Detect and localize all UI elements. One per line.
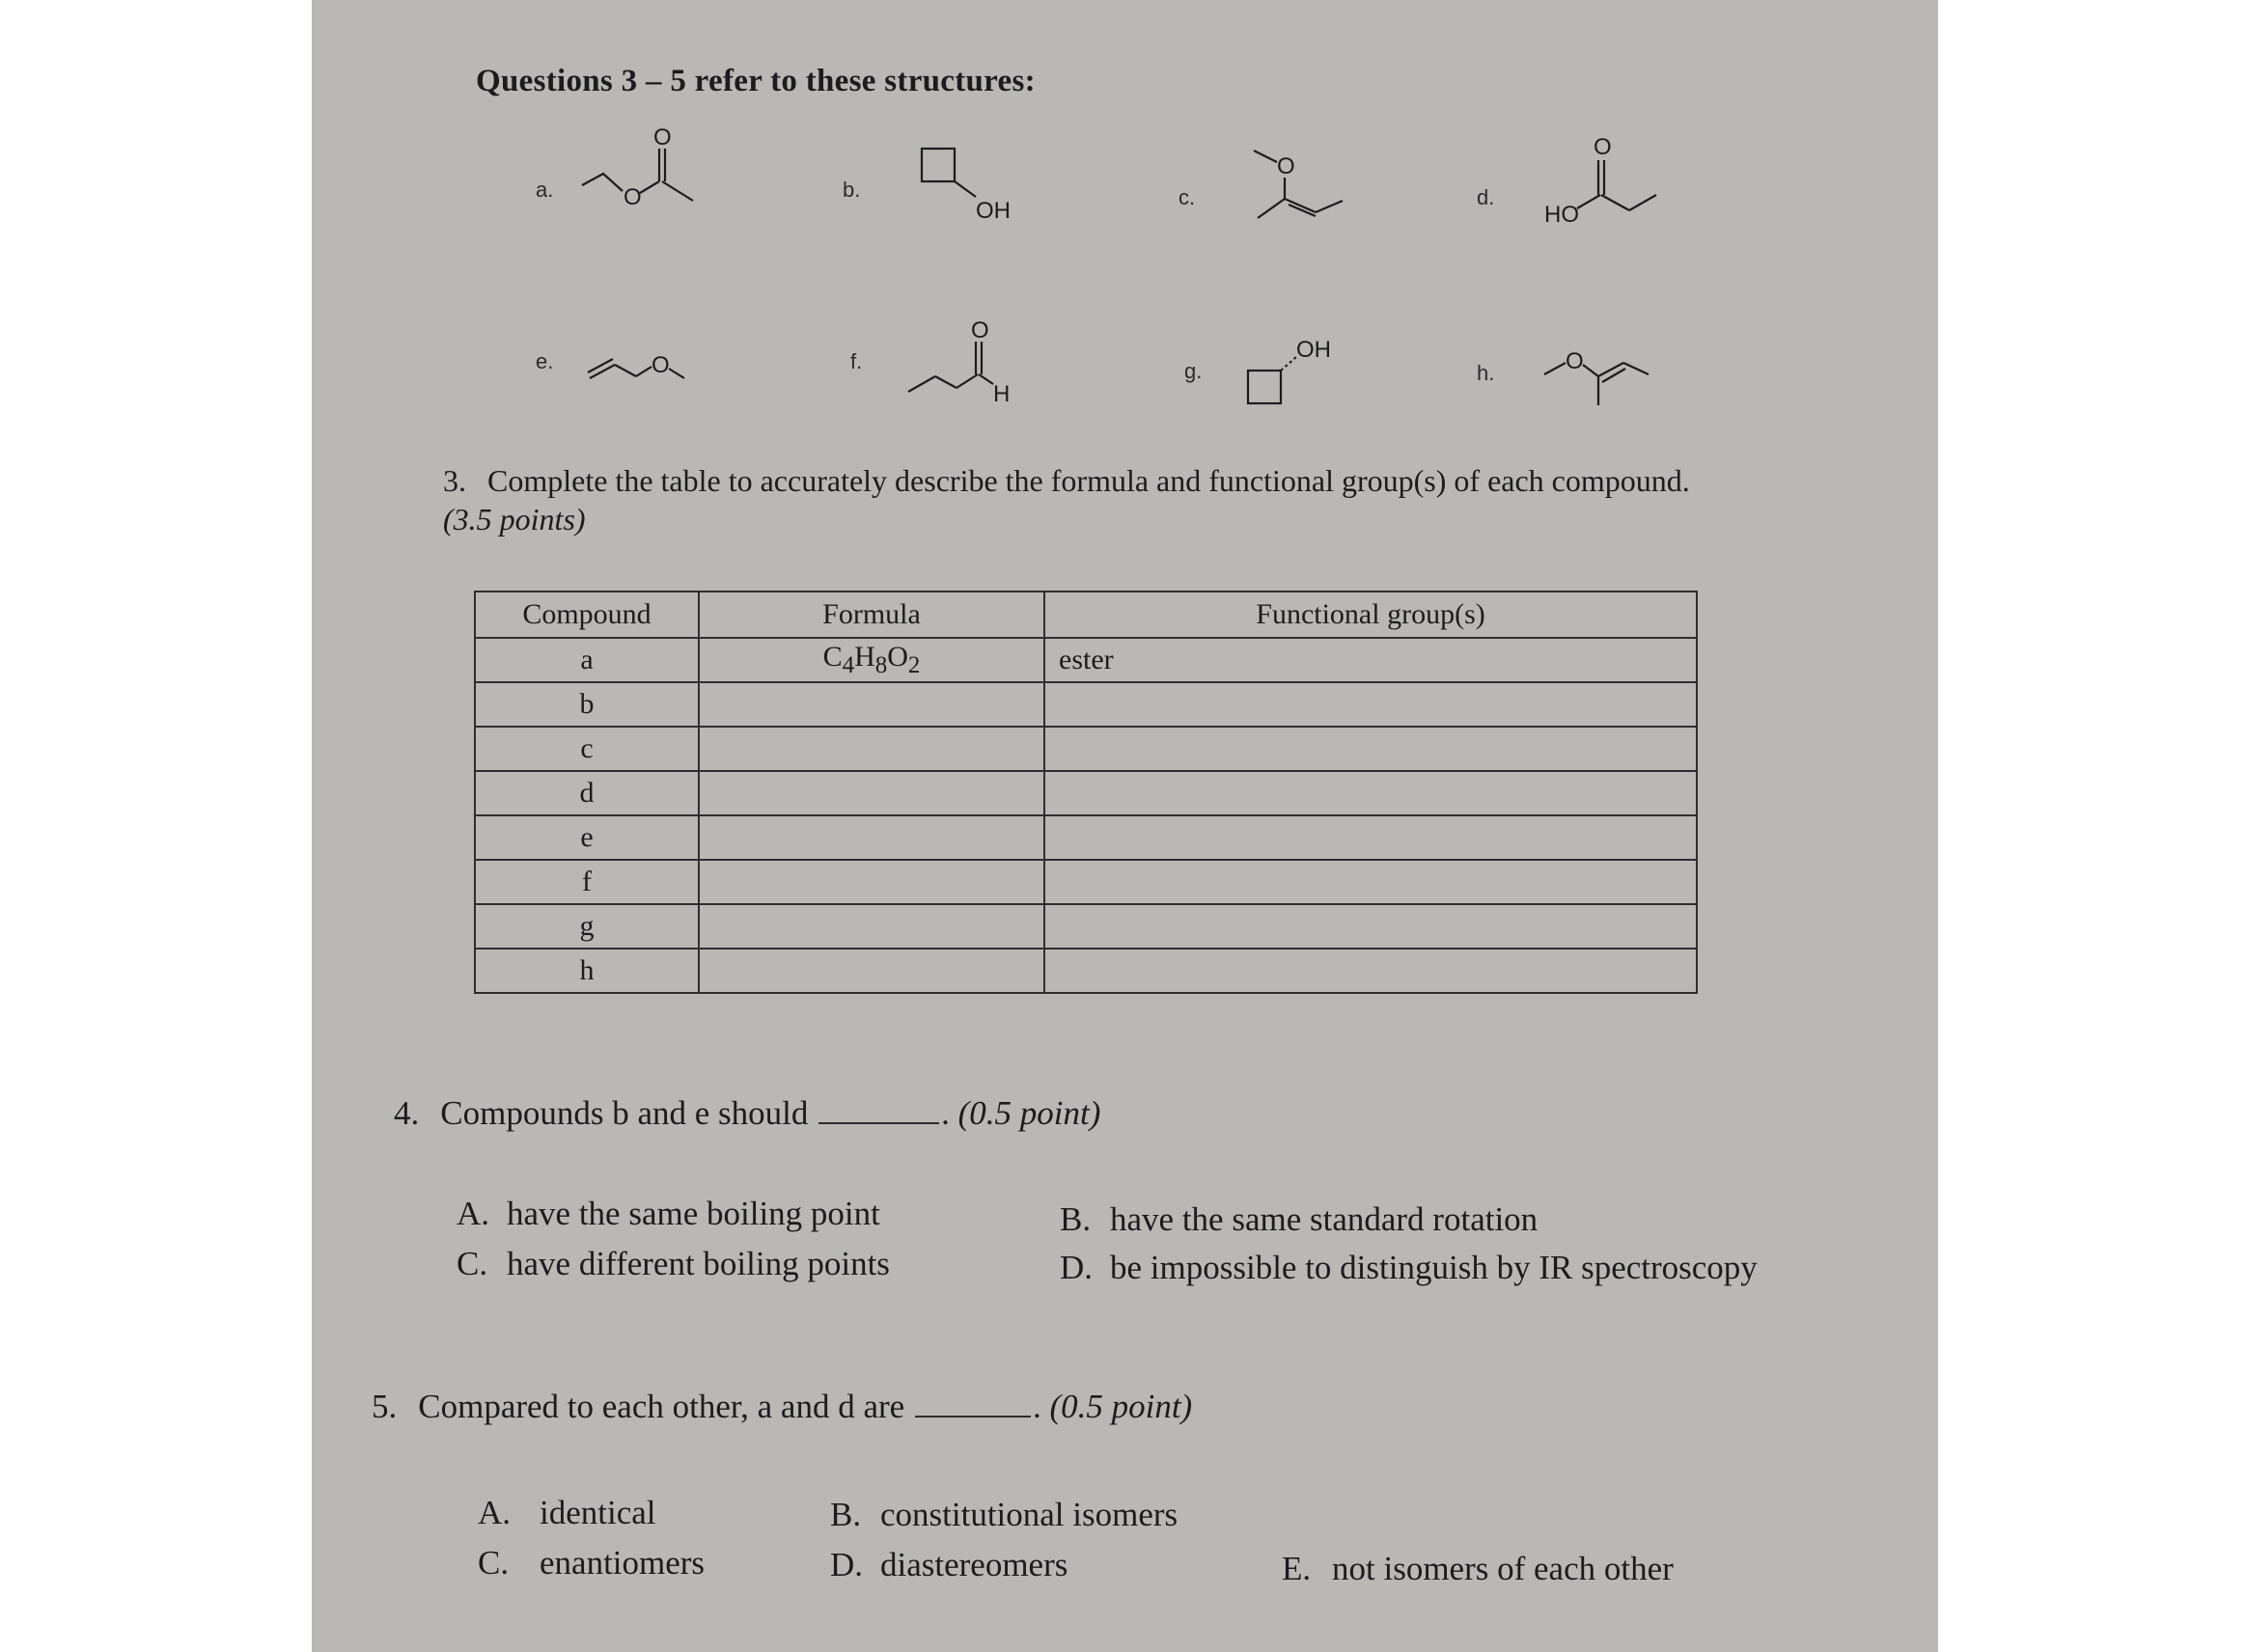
structure-a-carbonyl-oxygen: O [653,124,672,151]
q5-option-d-letter: D. [830,1546,864,1583]
compound-cell: g [475,904,699,949]
table-row [475,727,1697,771]
question-5-answer-blank[interactable] [915,1416,1031,1418]
q5-option-b[interactable] [830,1496,1178,1534]
table-row [475,682,1697,727]
question-4-answer-blank[interactable] [818,1122,939,1124]
functional-group-cell[interactable] [1044,949,1697,993]
table-row [475,815,1697,860]
compound-cell: e [475,815,699,860]
q4-option-d-letter: D. [1060,1249,1094,1286]
structure-b-hydroxyl: OH [976,198,1011,224]
question-5-stem: Compared to each other, a and d are [418,1388,905,1425]
functional-group-cell[interactable] [1044,727,1697,771]
structure-d-hydroxyl: HO [1544,202,1579,228]
question-5-tail: . [1032,1388,1041,1425]
functional-group-cell[interactable] [1044,860,1697,904]
structure-h-oxygen: O [1566,348,1584,374]
structure-a-oxygen: O [624,184,642,210]
structure-b-label: b. [843,178,861,202]
table-row [475,949,1697,993]
structure-e [524,309,736,425]
q4-option-a-letter: A. [457,1195,490,1232]
q5-option-c[interactable] [478,1544,705,1583]
q4-option-b[interactable] [1060,1200,1538,1239]
formula-cell[interactable] [699,860,1044,904]
structure-a [524,116,736,232]
structure-d [1465,116,1678,232]
formula-cell[interactable]: $C_4H_8O_2$ [699,638,1044,682]
functional-group-cell[interactable]: ester [1044,638,1697,682]
header-formula: Formula [699,592,1044,638]
worksheet-page [312,0,1938,1652]
q5-option-e-text: not isomers of each other [1332,1550,1674,1587]
q5-option-d[interactable] [830,1546,1068,1584]
q5-option-b-text: constitutional isomers [880,1496,1178,1533]
structure-c [1171,116,1383,232]
q5-option-e[interactable] [1282,1550,1674,1588]
structure-e-oxygen: O [652,352,670,378]
question-4-points: (0.5 point) [957,1094,1101,1132]
header-functional-groups: Functional group(s) [1044,592,1697,638]
structure-b [833,116,1045,232]
table-row [475,638,1697,682]
q5-option-a-text: identical [540,1494,656,1531]
structure-d-carbonyl-oxygen: O [1594,134,1612,160]
question-3-text: Complete the table to accurately describe the formula and functional group(s) of each compound. [487,463,1690,498]
q5-option-a[interactable] [478,1494,656,1532]
structure-c-label: c. [1178,185,1196,209]
q4-option-c[interactable] [457,1245,890,1283]
structure-g-hydroxyl: OH [1296,337,1331,363]
compound-cell: c [475,727,699,771]
compound-cell: f [475,860,699,904]
structure-g [1171,309,1383,425]
question-5-number: 5. [372,1388,398,1425]
compound-table [474,591,1698,994]
question-5-points: (0.5 point) [1049,1388,1193,1425]
table-row [475,860,1697,904]
q4-option-a[interactable] [457,1195,880,1233]
question-3 [443,461,1690,538]
functional-group-cell[interactable] [1044,771,1697,815]
q4-option-a-text: have the same boiling point [507,1195,880,1232]
table-row [475,904,1697,949]
q4-option-c-letter: C. [457,1245,488,1282]
structure-a-label: a. [536,178,554,202]
structure-d-label: d. [1477,185,1495,209]
compound-cell: b [475,682,699,727]
question-4-number: 4. [394,1094,420,1132]
compound-cell: h [475,949,699,993]
q4-option-d-text: be impossible to distinguish by IR spectroscopy [1110,1249,1758,1286]
functional-group-cell[interactable] [1044,904,1697,949]
structure-f-carbonyl-oxygen: O [971,317,989,344]
q5-option-a-letter: A. [478,1494,512,1531]
structure-f-label: f. [850,349,863,373]
header-compound: Compound [475,592,699,638]
q5-option-d-text: diastereomers [880,1546,1068,1583]
structure-g-label: g. [1184,359,1203,383]
formula-cell[interactable] [699,904,1044,949]
formula-cell[interactable] [699,771,1044,815]
formula-cell[interactable] [699,815,1044,860]
structure-c-oxygen: O [1277,153,1295,179]
structure-f-hydrogen: H [993,381,1011,407]
structures-intro: Questions 3 – 5 refer to these structures: [476,64,1036,98]
q5-option-c-letter: C. [478,1544,510,1582]
compound-cell: a [475,638,699,682]
formula-cell[interactable] [699,727,1044,771]
question-4-tail: . [941,1094,950,1132]
structure-h [1465,309,1678,425]
q4-option-c-text: have different boiling points [507,1245,890,1282]
structure-h-label: h. [1477,361,1495,385]
q4-option-b-text: have the same standard rotation [1110,1200,1539,1238]
question-3-number: 3. [443,463,466,498]
structure-e-label: e. [536,349,554,373]
compound-cell: d [475,771,699,815]
table-header-row [475,592,1697,638]
q5-option-c-text: enantiomers [540,1544,706,1582]
question-4 [394,1094,1100,1133]
functional-group-cell[interactable] [1044,815,1697,860]
formula-cell[interactable] [699,682,1044,727]
question-4-stem: Compounds b and e should [440,1094,809,1132]
formula-cell[interactable] [699,949,1044,993]
q4-option-d[interactable] [1060,1249,1758,1287]
q4-option-b-letter: B. [1060,1200,1092,1238]
table-row [475,771,1697,815]
structure-f [833,309,1045,425]
question-3-points: (3.5 points) [443,502,586,537]
question-5 [372,1388,1192,1426]
q5-option-b-letter: B. [830,1496,862,1533]
q5-option-e-letter: E. [1282,1550,1312,1587]
functional-group-cell[interactable] [1044,682,1697,727]
